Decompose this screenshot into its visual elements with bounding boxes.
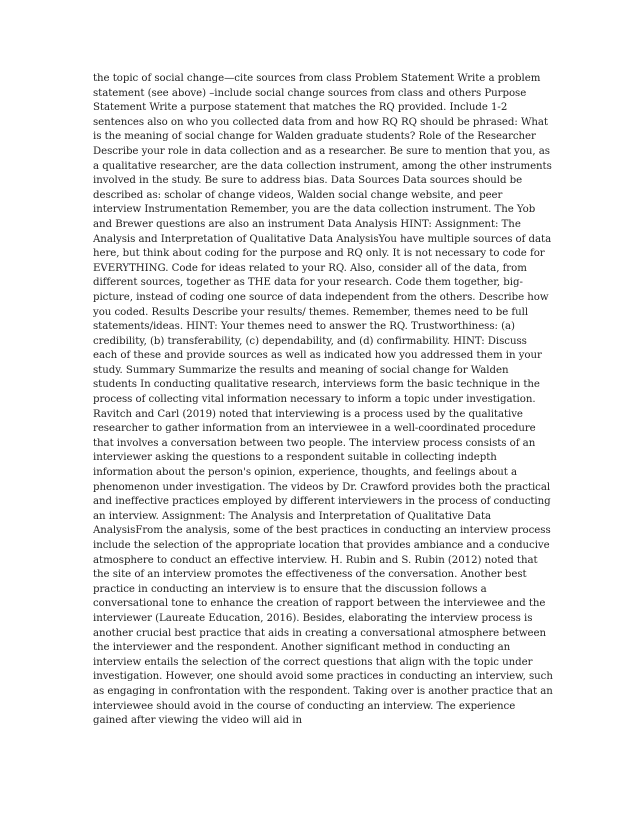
body-paragraph: the topic of social change—cite sources from class Problem Statement Write a problem statement (see above) –include social change sources from class and others Purpose Statement Write a purpose statement that matches the RQ provided. Include 1-2 sentences also on who you collected data from and how RQ RQ should be phrased: What is the meaning of social change for Walden graduate students? Role of the Researcher Describe your role in data collection and as a researcher. Be sure to mention that you, as a qualitative researcher, are the data collection instrument, among the other instruments involved in the study. Be sure to address bias. Data Sources Data sources should be described as: scholar of change videos, Walden social change website, and peer interview Instrumentation Remember, you are the data collection instrument. The Yob and Brewer questions are also an instrument Data Analysis HINT: Assignment: The Analysis and Interpretation of Qualitative Data AnalysisYou have multiple sources of data here, but think about coding for the purpose and RQ only. It is not necessary to code for EVERYTHING. Code for ideas related to your RQ. Also, consider all of the data, from different sources, together as THE data for your research. Code them together, big-picture, instead of coding one source of data independent from the others. Describe how you coded. Results Describe your results/ themes. Remember, themes need to be full statements/ideas. HINT: Your themes need to answer the RQ. Trustworthiness: (a) credibility, (b) transferability, (c) dependability, and (d) confirmability. HINT: Discuss each of these and provide sources as well as indicated how you addressed them in your study. Summary Summarize the results and meaning of social change for Walden students In conducting qualitative research, interviews form the basic technique in the process of collecting vital information necessary to inform a topic under investigation. Ravitch and Carl (2019) noted that interviewing is a process used by the qualitative researcher to gather information from an interviewee in a well-coordinated procedure that involves a conversation between two people. The interview process consists of an interviewer asking the questions to a respondent suitable in collecting indepth information about the person's opinion, experience, thoughts, and feelings about a phenomenon under investigation. The videos by Dr. Crawford provides both the practical and ineffective practices employed by different interviewers in the process of conducting an interview. Assignment: The Analysis and Interpretation of Qualitative Data AnalysisFrom the analysis, some of the best practices in conducting an interview process include the selection of the appropriate location that provides ambiance and a conducive atmosphere to conduct an effective interview. H. Rubin and S. Rubin (2012) noted that the site of an interview promotes the effectiveness of the conversation. Another best practice in conducting an interview is to ensure that the discussion follows a conversational tone to enhance the creation of rapport between the interviewee and the interviewer (Laureate Education, 2016). Besides, elaborating the interview process is another crucial best practice that aids in creating a conversational atmosphere between the interviewer and the respondent. Another significant method in conducting an interview entails the selection of the correct questions that align with the topic under investigation. However, one should avoid some practices in conducting an interview, such as engaging in confrontation with the respondent. Taking over is another practice that an interviewee should avoid in the course of conducting an interview. The experience gained after viewing the video will aid in (93, 73, 553, 727)
